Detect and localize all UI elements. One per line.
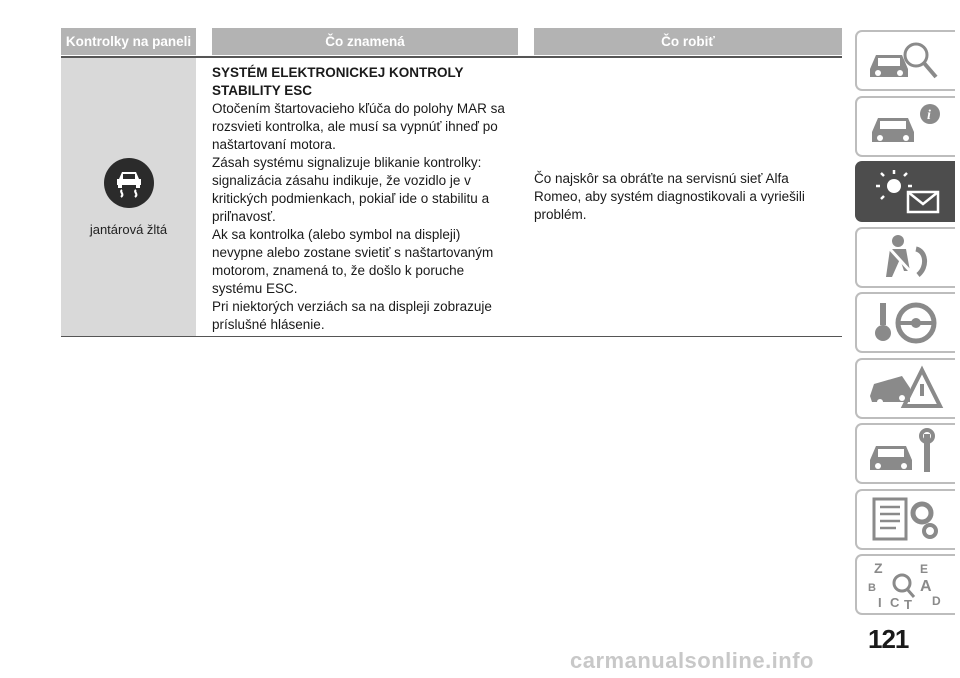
action-line: problém. <box>534 207 587 222</box>
index-letter: D <box>932 593 941 608</box>
index-letter: T <box>904 596 912 611</box>
tab-warning-lights[interactable] <box>855 161 955 222</box>
action-line: Romeo, aby systém diagnostikovali a vyriešili <box>534 189 805 204</box>
header-warning-lights: Kontrolky na paneli <box>61 28 196 55</box>
car-maintenance-icon <box>864 428 948 480</box>
tab-index[interactable] <box>855 554 955 615</box>
index-letter: I <box>878 594 882 610</box>
esc-stability-warning-icon <box>104 158 154 208</box>
tab-maintenance[interactable] <box>855 423 955 484</box>
technical-data-icon <box>864 493 948 545</box>
action-text <box>534 170 805 224</box>
meaning-line: rozsvieti kontrolka, ale musí sa vypnúť ihneď po <box>212 119 498 134</box>
meaning-line: signalizácia zásahu indikuje, že vozidlo je v <box>212 173 471 188</box>
meaning-line: kritických podmienkach, pokiaľ ide o stabilitu a <box>212 191 490 206</box>
tab-technical-data[interactable] <box>855 489 955 550</box>
car-dashboard-icon <box>864 35 948 87</box>
meaning-line: Pri niektorých verziách sa na displeji zobrazuje <box>212 299 492 314</box>
table-header <box>61 28 842 55</box>
index-letter: C <box>890 594 900 610</box>
action-cell <box>518 58 842 336</box>
warning-light-cell <box>61 58 196 336</box>
header-meaning: Čo znamená <box>212 28 518 55</box>
tab-safety[interactable] <box>855 227 955 288</box>
chapter-tabs <box>855 30 960 620</box>
tab-emergency[interactable] <box>855 358 955 419</box>
meaning-line: príslušné hlásenie. <box>212 317 325 332</box>
index-letter: B <box>868 581 876 594</box>
svg-text:i: i <box>927 108 931 123</box>
tab-dashboard[interactable] <box>855 30 955 91</box>
key-steering-wheel-icon <box>864 297 948 349</box>
system-title-line1: SYSTÉM ELEKTRONICKEJ KONTROLY <box>212 65 464 80</box>
watermark: carmanualsonline.info <box>570 648 814 673</box>
table-bottom-divider <box>61 336 842 337</box>
emergency-crash-icon <box>864 362 948 414</box>
index-letter: E <box>920 561 929 576</box>
index-letter: A <box>920 577 932 595</box>
tab-starting-driving[interactable] <box>855 292 955 353</box>
table-row <box>61 58 842 336</box>
icon-color-caption: jantárová žltá <box>89 221 168 237</box>
warning-lights-table <box>61 28 842 337</box>
action-line: Čo najskôr sa obráťte na servisnú sieť Alfa <box>534 171 789 186</box>
meaning-line: nevypne alebo zostane svietiť s naštartovaným <box>212 245 494 260</box>
page-number: 121 <box>868 624 909 654</box>
header-action: Čo robiť <box>534 28 842 55</box>
meaning-line: Otočením štartovacieho kľúča do polohy MAR sa <box>212 101 505 116</box>
meaning-line: Zásah systému signalizuje blikanie kontrolky: <box>212 155 482 170</box>
meaning-cell <box>196 58 518 336</box>
meaning-line: motorom, znamená to, že došlo k poruche <box>212 263 465 278</box>
seatbelt-airbag-icon <box>864 231 948 283</box>
meaning-line: systému ESC. <box>212 281 298 296</box>
tab-car-info[interactable] <box>855 96 955 157</box>
car-info-icon <box>864 100 948 152</box>
alphabetical-index-icon <box>864 559 948 611</box>
meaning-line: naštartovaní motora. <box>212 137 336 152</box>
meaning-line: Ak sa kontrolka (alebo symbol na displeji) <box>212 227 461 242</box>
index-letter: Z <box>874 559 883 576</box>
warning-light-message-icon <box>864 166 948 218</box>
meaning-line: priľnavosť. <box>212 209 276 224</box>
system-title-line2: STABILITY ESC <box>212 83 313 98</box>
